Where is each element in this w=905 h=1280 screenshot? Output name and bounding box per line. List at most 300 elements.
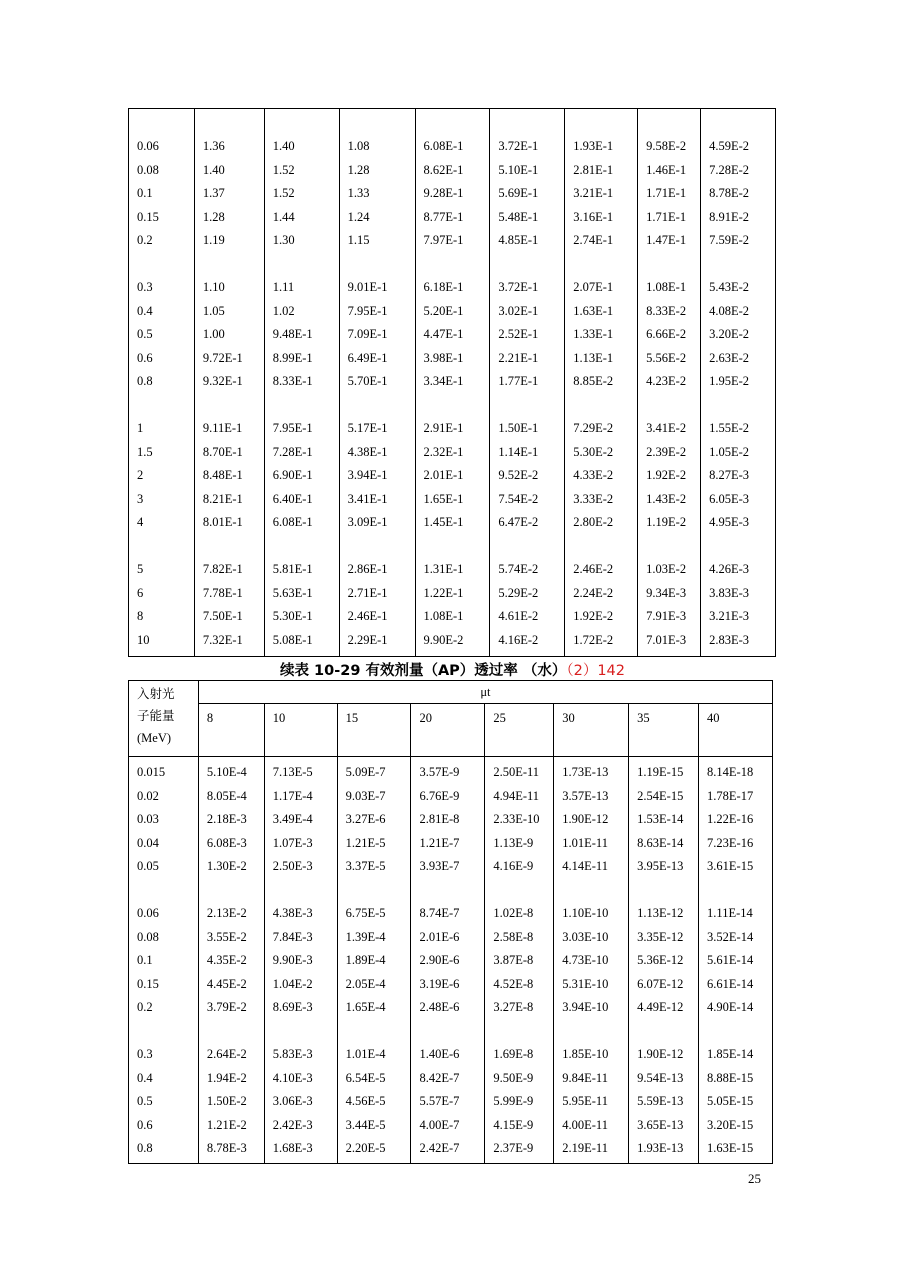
value-cell: 8.14E-18 bbox=[699, 757, 773, 785]
energy-cell: 0.2 bbox=[129, 229, 195, 253]
value-cell: 2.50E-11 bbox=[485, 757, 554, 785]
table-row bbox=[129, 394, 776, 441]
table-row bbox=[129, 808, 773, 832]
value-cell: 1.40 bbox=[264, 109, 339, 159]
value-cell: 8.69E-3 bbox=[264, 996, 337, 1020]
value-cell: 5.30E-1 bbox=[264, 605, 339, 629]
value-cell: 9.52E-2 bbox=[490, 464, 565, 488]
value-cell: 8.42E-7 bbox=[411, 1067, 485, 1091]
value-cell: 1.37 bbox=[194, 182, 264, 206]
value-cell: 8.85E-2 bbox=[565, 370, 638, 394]
value-cell: 1.31E-1 bbox=[415, 535, 490, 582]
energy-cell: 0.15 bbox=[129, 973, 199, 997]
value-cell: 3.20E-15 bbox=[699, 1114, 773, 1138]
value-cell: 7.97E-1 bbox=[415, 229, 490, 253]
value-cell: 2.01E-1 bbox=[415, 464, 490, 488]
value-cell: 1.30 bbox=[264, 229, 339, 253]
value-cell: 2.33E-10 bbox=[485, 808, 554, 832]
energy-cell: 4 bbox=[129, 511, 195, 535]
value-cell: 1.10 bbox=[194, 253, 264, 300]
value-cell: 4.47E-1 bbox=[415, 323, 490, 347]
value-cell: 5.83E-3 bbox=[264, 1020, 337, 1067]
value-cell: 1.55E-2 bbox=[701, 394, 776, 441]
value-cell: 5.36E-12 bbox=[629, 949, 699, 973]
value-cell: 2.46E-1 bbox=[339, 605, 415, 629]
value-cell: 3.35E-12 bbox=[629, 926, 699, 950]
value-cell: 2.52E-1 bbox=[490, 323, 565, 347]
value-cell: 1.89E-4 bbox=[337, 949, 411, 973]
value-cell: 2.07E-1 bbox=[565, 253, 638, 300]
table-row bbox=[129, 464, 776, 488]
value-cell: 1.40E-6 bbox=[411, 1020, 485, 1067]
value-cell: 8.63E-14 bbox=[629, 832, 699, 856]
value-cell: 1.71E-1 bbox=[638, 206, 701, 230]
value-cell: 5.10E-4 bbox=[198, 757, 264, 785]
value-cell: 7.54E-2 bbox=[490, 488, 565, 512]
value-cell: 9.32E-1 bbox=[194, 370, 264, 394]
energy-cell: 0.3 bbox=[129, 253, 195, 300]
value-cell: 1.19E-15 bbox=[629, 757, 699, 785]
value-cell: 2.29E-1 bbox=[339, 629, 415, 657]
transmission-table-continued bbox=[128, 108, 776, 657]
column-header: 30 bbox=[554, 704, 629, 757]
energy-cell: 0.5 bbox=[129, 323, 195, 347]
value-cell: 1.73E-13 bbox=[554, 757, 629, 785]
value-cell: 8.77E-1 bbox=[415, 206, 490, 230]
value-cell: 2.42E-7 bbox=[411, 1137, 485, 1163]
value-cell: 2.71E-1 bbox=[339, 582, 415, 606]
value-cell: 5.99E-9 bbox=[485, 1090, 554, 1114]
value-cell: 1.11E-14 bbox=[699, 879, 773, 926]
value-cell: 1.68E-3 bbox=[264, 1137, 337, 1163]
value-cell: 5.56E-2 bbox=[638, 347, 701, 371]
value-cell: 1.50E-2 bbox=[198, 1090, 264, 1114]
value-cell: 1.04E-2 bbox=[264, 973, 337, 997]
value-cell: 7.82E-1 bbox=[194, 535, 264, 582]
value-cell: 4.26E-3 bbox=[701, 535, 776, 582]
value-cell: 6.61E-14 bbox=[699, 973, 773, 997]
value-cell: 5.57E-7 bbox=[411, 1090, 485, 1114]
value-cell: 1.30E-2 bbox=[198, 855, 264, 879]
value-cell: 1.03E-2 bbox=[638, 535, 701, 582]
value-cell: 7.59E-2 bbox=[701, 229, 776, 253]
value-cell: 3.52E-14 bbox=[699, 926, 773, 950]
value-cell: 7.09E-1 bbox=[339, 323, 415, 347]
table-row bbox=[129, 1114, 773, 1138]
page-number: 25 bbox=[748, 1171, 761, 1186]
energy-cell: 0.1 bbox=[129, 182, 195, 206]
value-cell: 5.95E-11 bbox=[554, 1090, 629, 1114]
value-cell: 5.20E-1 bbox=[415, 300, 490, 324]
value-cell: 3.21E-3 bbox=[701, 605, 776, 629]
table-row bbox=[129, 535, 776, 582]
table-row bbox=[129, 949, 773, 973]
value-cell: 1.10E-10 bbox=[554, 879, 629, 926]
table-row bbox=[129, 488, 776, 512]
value-cell: 3.57E-13 bbox=[554, 785, 629, 809]
value-cell: 4.52E-8 bbox=[485, 973, 554, 997]
value-cell: 2.54E-15 bbox=[629, 785, 699, 809]
table-row bbox=[129, 159, 776, 183]
value-cell: 8.78E-3 bbox=[198, 1137, 264, 1163]
column-header: 8 bbox=[198, 704, 264, 757]
value-cell: 2.64E-2 bbox=[198, 1020, 264, 1067]
value-cell: 1.65E-4 bbox=[337, 996, 411, 1020]
value-cell: 7.28E-2 bbox=[701, 159, 776, 183]
value-cell: 2.19E-11 bbox=[554, 1137, 629, 1163]
value-cell: 1.93E-13 bbox=[629, 1137, 699, 1163]
value-cell: 5.70E-1 bbox=[339, 370, 415, 394]
energy-cell: 0.15 bbox=[129, 206, 195, 230]
value-cell: 2.50E-3 bbox=[264, 855, 337, 879]
value-cell: 6.08E-1 bbox=[415, 109, 490, 159]
table-row bbox=[129, 832, 773, 856]
value-cell: 9.34E-3 bbox=[638, 582, 701, 606]
value-cell: 6.54E-5 bbox=[337, 1067, 411, 1091]
value-cell: 8.99E-1 bbox=[264, 347, 339, 371]
value-cell: 1.90E-12 bbox=[554, 808, 629, 832]
value-cell: 8.01E-1 bbox=[194, 511, 264, 535]
value-cell: 9.28E-1 bbox=[415, 182, 490, 206]
value-cell: 3.33E-2 bbox=[565, 488, 638, 512]
value-cell: 4.38E-1 bbox=[339, 441, 415, 465]
table-row bbox=[129, 1090, 773, 1114]
value-cell: 6.40E-1 bbox=[264, 488, 339, 512]
value-cell: 4.90E-14 bbox=[699, 996, 773, 1020]
value-cell: 2.83E-3 bbox=[701, 629, 776, 657]
energy-cell: 10 bbox=[129, 629, 195, 657]
energy-cell: 0.06 bbox=[129, 109, 195, 159]
value-cell: 1.22E-16 bbox=[699, 808, 773, 832]
value-cell: 1.07E-3 bbox=[264, 832, 337, 856]
value-cell: 1.01E-4 bbox=[337, 1020, 411, 1067]
value-cell: 4.59E-2 bbox=[701, 109, 776, 159]
value-cell: 1.05 bbox=[194, 300, 264, 324]
value-cell: 7.78E-1 bbox=[194, 582, 264, 606]
value-cell: 4.45E-2 bbox=[198, 973, 264, 997]
value-cell: 6.18E-1 bbox=[415, 253, 490, 300]
value-cell: 9.58E-2 bbox=[638, 109, 701, 159]
value-cell: 3.27E-8 bbox=[485, 996, 554, 1020]
value-cell: 1.13E-1 bbox=[565, 347, 638, 371]
value-cell: 1.50E-1 bbox=[490, 394, 565, 441]
value-cell: 4.15E-9 bbox=[485, 1114, 554, 1138]
value-cell: 1.28 bbox=[339, 159, 415, 183]
value-cell: 3.55E-2 bbox=[198, 926, 264, 950]
value-cell: 3.06E-3 bbox=[264, 1090, 337, 1114]
value-cell: 5.43E-2 bbox=[701, 253, 776, 300]
value-cell: 7.13E-5 bbox=[264, 757, 337, 785]
value-cell: 5.29E-2 bbox=[490, 582, 565, 606]
value-cell: 6.49E-1 bbox=[339, 347, 415, 371]
value-cell: 1.90E-12 bbox=[629, 1020, 699, 1067]
value-cell: 1.71E-1 bbox=[638, 182, 701, 206]
value-cell: 3.65E-13 bbox=[629, 1114, 699, 1138]
value-cell: 1.44 bbox=[264, 206, 339, 230]
value-cell: 1.93E-1 bbox=[565, 109, 638, 159]
value-cell: 2.42E-3 bbox=[264, 1114, 337, 1138]
value-cell: 5.59E-13 bbox=[629, 1090, 699, 1114]
energy-cell: 5 bbox=[129, 535, 195, 582]
value-cell: 4.33E-2 bbox=[565, 464, 638, 488]
value-cell: 9.90E-2 bbox=[415, 629, 490, 657]
ut-group-header: μt bbox=[198, 681, 772, 704]
value-cell: 3.95E-13 bbox=[629, 855, 699, 879]
value-cell: 3.57E-9 bbox=[411, 757, 485, 785]
value-cell: 9.72E-1 bbox=[194, 347, 264, 371]
value-cell: 9.48E-1 bbox=[264, 323, 339, 347]
value-cell: 2.21E-1 bbox=[490, 347, 565, 371]
value-cell: 8.27E-3 bbox=[701, 464, 776, 488]
value-cell: 2.58E-8 bbox=[485, 926, 554, 950]
value-cell: 2.81E-1 bbox=[565, 159, 638, 183]
value-cell: 6.05E-3 bbox=[701, 488, 776, 512]
value-cell: 4.14E-11 bbox=[554, 855, 629, 879]
value-cell: 2.01E-6 bbox=[411, 926, 485, 950]
value-cell: 6.07E-12 bbox=[629, 973, 699, 997]
value-cell: 8.70E-1 bbox=[194, 441, 264, 465]
value-cell: 9.50E-9 bbox=[485, 1067, 554, 1091]
value-cell: 1.22E-1 bbox=[415, 582, 490, 606]
column-header: 40 bbox=[699, 704, 773, 757]
value-cell: 1.52 bbox=[264, 182, 339, 206]
table-row bbox=[129, 629, 776, 657]
value-cell: 4.35E-2 bbox=[198, 949, 264, 973]
energy-cell: 8 bbox=[129, 605, 195, 629]
value-cell: 1.19E-2 bbox=[638, 511, 701, 535]
value-cell: 1.85E-10 bbox=[554, 1020, 629, 1067]
value-cell: 3.93E-7 bbox=[411, 855, 485, 879]
value-cell: 2.90E-6 bbox=[411, 949, 485, 973]
value-cell: 7.50E-1 bbox=[194, 605, 264, 629]
value-cell: 7.91E-3 bbox=[638, 605, 701, 629]
table-row bbox=[129, 973, 773, 997]
table-row bbox=[129, 370, 776, 394]
value-cell: 5.48E-1 bbox=[490, 206, 565, 230]
energy-cell: 0.04 bbox=[129, 832, 199, 856]
value-cell: 1.19 bbox=[194, 229, 264, 253]
value-cell: 2.91E-1 bbox=[415, 394, 490, 441]
value-cell: 1.92E-2 bbox=[565, 605, 638, 629]
value-cell: 4.38E-3 bbox=[264, 879, 337, 926]
value-cell: 1.08 bbox=[339, 109, 415, 159]
value-cell: 1.21E-2 bbox=[198, 1114, 264, 1138]
table-row bbox=[129, 229, 776, 253]
value-cell: 7.95E-1 bbox=[339, 300, 415, 324]
value-cell: 4.08E-2 bbox=[701, 300, 776, 324]
value-cell: 3.02E-1 bbox=[490, 300, 565, 324]
value-cell: 6.08E-1 bbox=[264, 511, 339, 535]
energy-cell: 0.6 bbox=[129, 347, 195, 371]
table-row bbox=[129, 253, 776, 300]
value-cell: 2.63E-2 bbox=[701, 347, 776, 371]
value-cell: 1.02 bbox=[264, 300, 339, 324]
value-cell: 1.13E-12 bbox=[629, 879, 699, 926]
value-cell: 8.78E-2 bbox=[701, 182, 776, 206]
value-cell: 9.84E-11 bbox=[554, 1067, 629, 1091]
value-cell: 8.88E-15 bbox=[699, 1067, 773, 1091]
value-cell: 5.61E-14 bbox=[699, 949, 773, 973]
value-cell: 6.08E-3 bbox=[198, 832, 264, 856]
value-cell: 1.92E-2 bbox=[638, 464, 701, 488]
value-cell: 5.74E-2 bbox=[490, 535, 565, 582]
column-header: 15 bbox=[337, 704, 411, 757]
energy-cell: 0.8 bbox=[129, 370, 195, 394]
value-cell: 9.54E-13 bbox=[629, 1067, 699, 1091]
value-cell: 5.31E-10 bbox=[554, 973, 629, 997]
value-cell: 1.13E-9 bbox=[485, 832, 554, 856]
transmission-table-ut-8-40 bbox=[128, 680, 773, 1164]
value-cell: 1.21E-7 bbox=[411, 832, 485, 856]
column-header: 25 bbox=[485, 704, 554, 757]
value-cell: 5.08E-1 bbox=[264, 629, 339, 657]
energy-cell: 2 bbox=[129, 464, 195, 488]
value-cell: 3.94E-10 bbox=[554, 996, 629, 1020]
value-cell: 4.85E-1 bbox=[490, 229, 565, 253]
value-cell: 4.49E-12 bbox=[629, 996, 699, 1020]
value-cell: 3.98E-1 bbox=[415, 347, 490, 371]
table-row bbox=[129, 926, 773, 950]
value-cell: 4.56E-5 bbox=[337, 1090, 411, 1114]
value-cell: 3.87E-8 bbox=[485, 949, 554, 973]
table-title-main: 续表 10-29 有效剂量（AP）透过率 （水） bbox=[279, 663, 567, 679]
value-cell: 1.63E-15 bbox=[699, 1137, 773, 1163]
energy-cell: 0.015 bbox=[129, 757, 199, 785]
value-cell: 3.72E-1 bbox=[490, 253, 565, 300]
energy-cell: 0.05 bbox=[129, 855, 199, 879]
value-cell: 3.37E-5 bbox=[337, 855, 411, 879]
energy-cell: 0.06 bbox=[129, 879, 199, 926]
table-title-suffix: （2）142 bbox=[566, 663, 626, 679]
column-header: 35 bbox=[629, 704, 699, 757]
value-cell: 3.44E-5 bbox=[337, 1114, 411, 1138]
value-cell: 1.72E-2 bbox=[565, 629, 638, 657]
value-cell: 3.41E-2 bbox=[638, 394, 701, 441]
value-cell: 3.09E-1 bbox=[339, 511, 415, 535]
value-cell: 5.09E-7 bbox=[337, 757, 411, 785]
value-cell: 3.19E-6 bbox=[411, 973, 485, 997]
value-cell: 6.66E-2 bbox=[638, 323, 701, 347]
value-cell: 1.05E-2 bbox=[701, 441, 776, 465]
value-cell: 6.76E-9 bbox=[411, 785, 485, 809]
value-cell: 1.15 bbox=[339, 229, 415, 253]
value-cell: 6.47E-2 bbox=[490, 511, 565, 535]
value-cell: 4.95E-3 bbox=[701, 511, 776, 535]
value-cell: 1.94E-2 bbox=[198, 1067, 264, 1091]
value-cell: 1.21E-5 bbox=[337, 832, 411, 856]
table-row bbox=[129, 582, 776, 606]
table-row bbox=[129, 109, 776, 159]
energy-cell: 0.4 bbox=[129, 1067, 199, 1091]
value-cell: 8.33E-1 bbox=[264, 370, 339, 394]
value-cell: 4.73E-10 bbox=[554, 949, 629, 973]
value-cell: 1.28 bbox=[194, 206, 264, 230]
value-cell: 1.46E-1 bbox=[638, 159, 701, 183]
value-cell: 3.83E-3 bbox=[701, 582, 776, 606]
value-cell: 3.72E-1 bbox=[490, 109, 565, 159]
value-cell: 2.39E-2 bbox=[638, 441, 701, 465]
value-cell: 4.16E-2 bbox=[490, 629, 565, 657]
value-cell: 4.00E-7 bbox=[411, 1114, 485, 1138]
value-cell: 1.45E-1 bbox=[415, 511, 490, 535]
energy-cell: 0.3 bbox=[129, 1020, 199, 1067]
value-cell: 4.00E-11 bbox=[554, 1114, 629, 1138]
table-row bbox=[129, 1067, 773, 1091]
value-cell: 4.61E-2 bbox=[490, 605, 565, 629]
value-cell: 3.94E-1 bbox=[339, 464, 415, 488]
table-row bbox=[129, 323, 776, 347]
energy-cell: 0.08 bbox=[129, 159, 195, 183]
value-cell: 8.05E-4 bbox=[198, 785, 264, 809]
energy-cell: 0.08 bbox=[129, 926, 199, 950]
value-cell: 7.84E-3 bbox=[264, 926, 337, 950]
energy-cell: 0.5 bbox=[129, 1090, 199, 1114]
value-cell: 5.30E-2 bbox=[565, 441, 638, 465]
value-cell: 3.79E-2 bbox=[198, 996, 264, 1020]
value-cell: 4.16E-9 bbox=[485, 855, 554, 879]
value-cell: 1.85E-14 bbox=[699, 1020, 773, 1067]
value-cell: 8.74E-7 bbox=[411, 879, 485, 926]
table-row bbox=[129, 605, 776, 629]
value-cell: 1.47E-1 bbox=[638, 229, 701, 253]
energy-cell: 0.2 bbox=[129, 996, 199, 1020]
value-cell: 3.49E-4 bbox=[264, 808, 337, 832]
value-cell: 1.17E-4 bbox=[264, 785, 337, 809]
value-cell: 1.14E-1 bbox=[490, 441, 565, 465]
table-title bbox=[0, 659, 905, 680]
value-cell: 8.21E-1 bbox=[194, 488, 264, 512]
value-cell: 2.46E-2 bbox=[565, 535, 638, 582]
value-cell: 1.08E-1 bbox=[415, 605, 490, 629]
value-cell: 1.77E-1 bbox=[490, 370, 565, 394]
value-cell: 5.81E-1 bbox=[264, 535, 339, 582]
value-cell: 3.34E-1 bbox=[415, 370, 490, 394]
value-cell: 4.10E-3 bbox=[264, 1067, 337, 1091]
value-cell: 6.90E-1 bbox=[264, 464, 339, 488]
value-cell: 2.24E-2 bbox=[565, 582, 638, 606]
energy-cell: 6 bbox=[129, 582, 195, 606]
value-cell: 5.10E-1 bbox=[490, 159, 565, 183]
value-cell: 5.69E-1 bbox=[490, 182, 565, 206]
value-cell: 2.74E-1 bbox=[565, 229, 638, 253]
value-cell: 2.81E-8 bbox=[411, 808, 485, 832]
energy-cell: 1.5 bbox=[129, 441, 195, 465]
value-cell: 4.23E-2 bbox=[638, 370, 701, 394]
value-cell: 1.95E-2 bbox=[701, 370, 776, 394]
value-cell: 1.53E-14 bbox=[629, 808, 699, 832]
table-row bbox=[129, 855, 773, 879]
value-cell: 2.37E-9 bbox=[485, 1137, 554, 1163]
energy-cell: 0.6 bbox=[129, 1114, 199, 1138]
value-cell: 1.52 bbox=[264, 159, 339, 183]
table-row bbox=[129, 785, 773, 809]
value-cell: 1.43E-2 bbox=[638, 488, 701, 512]
value-cell: 1.36 bbox=[194, 109, 264, 159]
value-cell: 8.62E-1 bbox=[415, 159, 490, 183]
value-cell: 5.63E-1 bbox=[264, 582, 339, 606]
value-cell: 1.69E-8 bbox=[485, 1020, 554, 1067]
column-header: 20 bbox=[411, 704, 485, 757]
table-row bbox=[129, 300, 776, 324]
value-cell: 9.90E-3 bbox=[264, 949, 337, 973]
row-label-line: 子能量 bbox=[137, 709, 175, 723]
value-cell: 7.32E-1 bbox=[194, 629, 264, 657]
value-cell: 1.00 bbox=[194, 323, 264, 347]
table-row bbox=[129, 511, 776, 535]
table-row bbox=[129, 996, 773, 1020]
value-cell: 2.18E-3 bbox=[198, 808, 264, 832]
value-cell: 7.29E-2 bbox=[565, 394, 638, 441]
